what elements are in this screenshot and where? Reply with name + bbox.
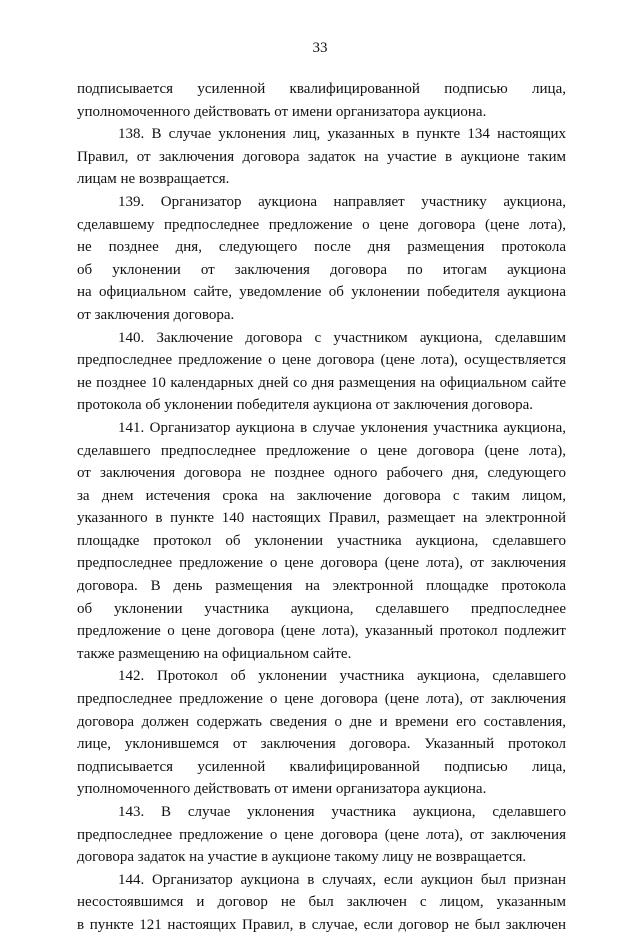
text-line: не позднее 10 календарных дней со дня размещения на официальном сайте (77, 374, 566, 391)
text-line: об уклонении от заключения договора по итогам аукциона (77, 261, 566, 278)
text-line: предпоследнее предложение о цене договора (цене лота), от заключения (77, 826, 566, 843)
text-line: предпоследнее предложение о цене договора (цене лота), от заключения (77, 691, 566, 708)
text-line: на официальном сайте, уведомление об уклонении победителя аукциона (77, 284, 566, 301)
text-line: 138. В случае уклонения лиц, указанных в пункте 134 настоящих (118, 126, 566, 143)
text-line: договора должен содержать сведения о дне и времени его составления, (77, 713, 566, 730)
text-line: 142. Протокол об уклонении участника аукциона, сделавшего (118, 668, 566, 685)
text-line: в пункте 121 настоящих Правил, в случае, если договор не был заключен (77, 916, 566, 933)
text-line: об уклонении участника аукциона, сделавшего предпоследнее (77, 600, 566, 617)
text-line: Правил, от заключения договора задаток на участие в аукционе таким (77, 148, 566, 165)
document-body (77, 78, 566, 937)
text-line: 144. Организатор аукциона в случаях, если аукцион был признан (118, 871, 566, 888)
text-line: сделавшему предпоследнее предложение о цене договора (цене лота), (77, 216, 566, 233)
text-line: предпоследнее предложение о цене договора (цене лота), осуществляется (77, 352, 566, 369)
text-line: 141. Организатор аукциона в случае уклонения участника аукциона, (118, 419, 566, 436)
text-line: уполномоченного действовать от имени организатора аукциона. (77, 103, 487, 120)
text-line: также размещению на официальном сайте. (77, 645, 352, 662)
text-line: 140. Заключение договора с участником аукциона, сделавшим (118, 329, 566, 346)
text-line: предпоследнее предложение о цене договора (цене лота), от заключения (77, 555, 566, 572)
text-line: предложение о цене договора (цене лота), указанный протокол подлежит (77, 623, 566, 640)
text-line: от заключения договора не позднее одного рабочего дня, следующего (77, 465, 566, 482)
text-line: 143. В случае уклонения участника аукциона, сделавшего (118, 804, 566, 820)
text-line: не позднее дня, следующего после дня размещения протокола (77, 239, 566, 256)
text-line: указанного в пункте 140 настоящих Правил, размещает на электронной (77, 510, 566, 527)
text-line: подписывается усиленной квалифицированной подписью лица, (77, 81, 566, 97)
text-line: за днем истечения срока на заключение договора с таким лицом, (77, 487, 566, 504)
text-line: сделавшего предпоследнее предложение о цене договора (цене лота), (77, 442, 566, 459)
page-number: 33 (312, 40, 328, 56)
text-line: несостоявшимся и договор не был заключен с лицом, указанным (77, 894, 566, 911)
text-line: протокола об уклонении победителя аукциона от заключения договора. (77, 397, 533, 414)
text-line: площадке протокол об уклонении участника аукциона, сделавшего (77, 532, 566, 549)
text-line: от заключения договора. (77, 306, 235, 323)
text-line: договора задаток на участие в аукционе такому лицу не возвращается. (77, 849, 527, 866)
text-line: лице, уклонившемся от заключения договора. Указанный протокол (77, 736, 566, 753)
text-line: 139. Организатор аукциона направляет участнику аукциона, (118, 193, 566, 210)
text-line: договора. В день размещения на электронной площадке протокола (77, 578, 566, 595)
text-line: уполномоченного действовать от имени организатора аукциона. (77, 781, 487, 798)
text-line: подписывается усиленной квалифицированной подписью лица, (77, 758, 566, 775)
text-line: лицам не возвращается. (77, 171, 230, 188)
